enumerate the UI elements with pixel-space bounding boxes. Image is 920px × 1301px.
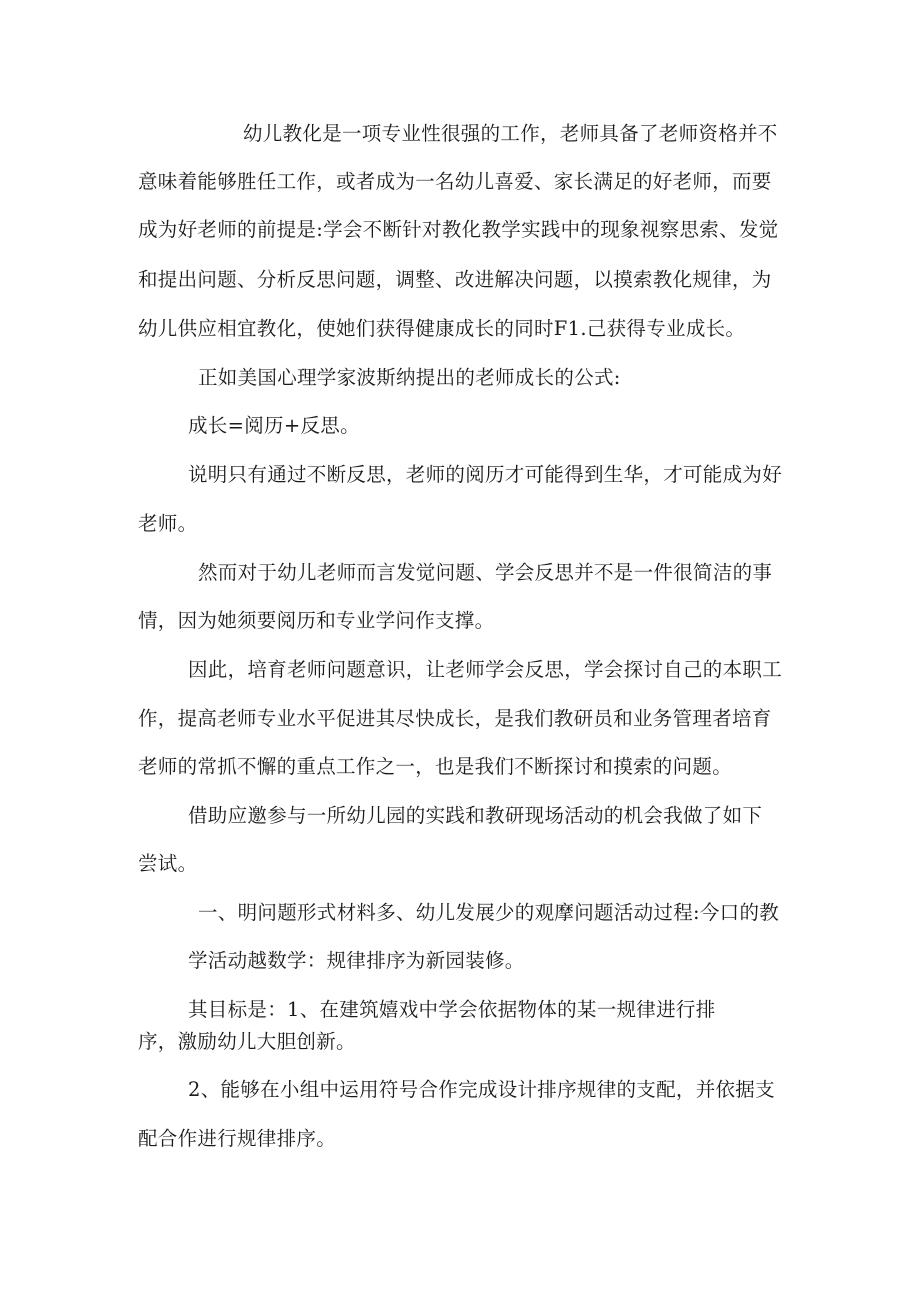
paragraph-7-line-2: 尝试。 [138, 852, 198, 875]
paragraph-8-line-1: 一、明问题形式材料多、幼儿发展少的观摩问题活动过程:今口的教 [198, 901, 780, 924]
paragraph-4-line-1: 说明只有通过不断反思，老师的阅历才可能得到生华，才可能成为好 [188, 463, 783, 486]
paragraph-1-line-4: 和提出问题、分析反思问题，调整、改进解决问题，以摸索教化规律，为 [138, 268, 772, 291]
paragraph-1-line-2: 意味着能够胜任工作，或者成为一名幼儿喜爱、家长满足的好老师，而要 [138, 170, 772, 193]
paragraph-3-line-1: 成长=阅历+反思。 [188, 414, 360, 437]
paragraph-5-line-1: 然而对于幼儿老师而言发觉问题、学会反思并不是一件很简洁的事 [198, 561, 773, 584]
paragraph-6-line-3: 老师的常抓不懈的重点工作之一，也是我们不断探讨和摸索的问题。 [138, 755, 733, 778]
paragraph-2-line-1: 正如美国心理学家波斯纳提出的老师成长的公式: [198, 366, 621, 389]
paragraph-9-line-1: 其目标是：1、在建筑嬉戏中学会依据物体的某一规律进行排 [188, 998, 716, 1021]
paragraph-4-line-2: 老师。 [138, 512, 198, 535]
paragraph-10-line-2: 配合作进行规律排序。 [138, 1127, 337, 1150]
paragraph-6-line-1: 因此，培育老师问题意识，让老师学会反思，学会探讨自己的本职工 [188, 658, 783, 681]
paragraph-1-line-1: 幼儿教化是一项专业性很强的工作，老师具备了老师资格并不 [243, 122, 778, 145]
paragraph-8-line-2: 学活动越数学：规律排序为新园装修。 [188, 949, 525, 972]
paragraph-1-line-3: 成为好老师的前提是:学会不断针对教化教学实践中的现象视察思索、发觉 [138, 218, 779, 241]
paragraph-9-line-2: 序，激励幼儿大胆创新。 [138, 1030, 356, 1053]
paragraph-7-line-1: 借助应邀参与一所幼儿园的实践和教研现场活动的机会我做了如下 [188, 804, 763, 827]
paragraph-1-line-5: 幼儿供应相宜教化，使她们获得健康成长的同时F1.己获得专业成长。 [138, 317, 746, 340]
paragraph-6-line-2: 作，提高老师专业水平促进其尽快成长，是我们教研员和业务管理者培育 [138, 707, 772, 730]
paragraph-10-line-1: 2、能够在小组中运用符号合作完成设计排序规律的支配，并依据支 [188, 1078, 775, 1101]
paragraph-5-line-2: 情，因为她须要阅历和专业学问作支撑。 [138, 609, 495, 632]
